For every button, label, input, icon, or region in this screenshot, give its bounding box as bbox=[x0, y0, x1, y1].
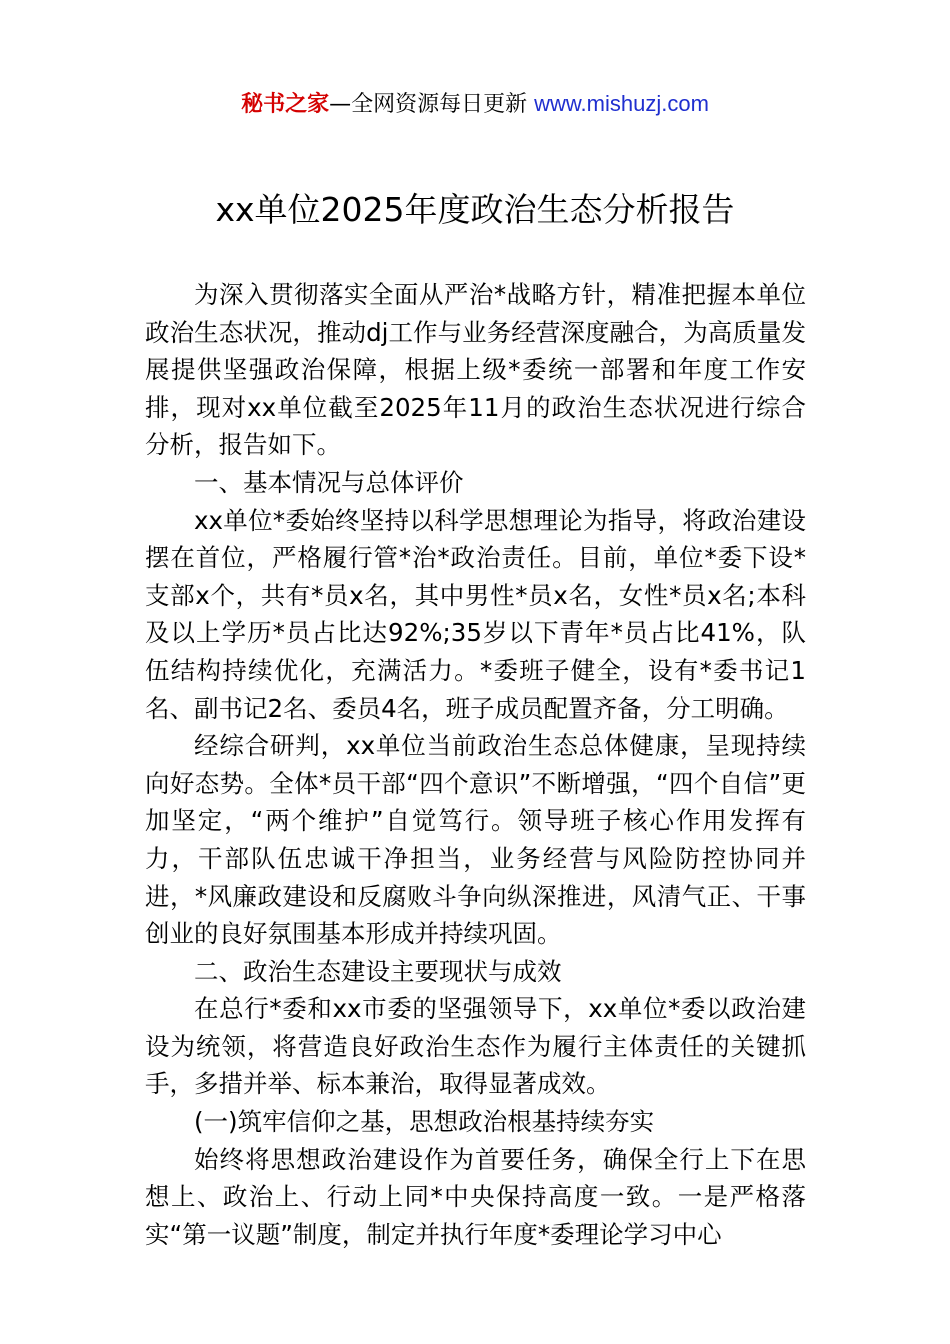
document-body bbox=[145, 276, 806, 1253]
intro-paragraph: 为深入贯彻落实全面从严治*战略方针，精准把握本单位政治生态状况，推动dj工作与业务经营深度融合，为高质量发展提供坚强政治保障，根据上级*委统一部署和年度工作安排，现对xx单位截至2025年11月的政治生态状况进行综合分析，报告如下。 bbox=[145, 280, 806, 460]
banner-tagline: —全网资源每日更新 bbox=[329, 92, 528, 117]
section-heading-2: 二、政治生态建设主要现状与成效 bbox=[194, 956, 562, 986]
body-paragraph: xx单位*委始终坚持以科学思想理论为指导，将政治建设摆在首位，严格履行管*治*政治责任。目前，单位*委下设*支部x个，共有*员x名，其中男性*员x名，女性*员x名;本科及以上学历*员占比达92%;35岁以下青年*员占比41%，队伍结构持续优化，充满活力。*委班子健全，设有*委书记1名、副书记2名、委员4名，班子成员配置齐备，分工明确。 bbox=[145, 505, 806, 723]
subsection-heading-1: (一)筑牢信仰之基，思想政治根基持续夯实 bbox=[194, 1107, 655, 1137]
site-url[interactable]: www.mishuzj.com bbox=[534, 91, 709, 116]
document-title: xx单位2025年度政治生态分析报告 bbox=[215, 190, 735, 229]
site-banner bbox=[0, 86, 950, 123]
brand-name: 秘书之家 bbox=[241, 92, 330, 117]
body-paragraph: 始终将思想政治建设作为首要任务，确保全行上下在思想上、政治上、行动上同*中央保持高度一致。一是严格落实“第一议题”制度，制定并执行年度*委理论学习中心 bbox=[145, 1144, 806, 1249]
body-paragraph: 经综合研判，xx单位当前政治生态总体健康，呈现持续向好态势。全体*员干部“四个意识”不断增强，“四个自信”更加坚定，“两个维护”自觉笃行。领导班子核心作用发挥有力，干部队伍忠诚干净担当，业务经营与风险防控协同并进，*风廉政建设和反腐败斗争向纵深推进，风清气正、干事创业的良好氛围基本形成并持续巩固。 bbox=[145, 731, 806, 949]
section-heading-1: 一、基本情况与总体评价 bbox=[194, 467, 464, 497]
body-paragraph: 在总行*委和xx市委的坚强领导下，xx单位*委以政治建设为统领，将营造良好政治生态作为履行主体责任的关键抓手，多措并举、标本兼治，取得显著成效。 bbox=[145, 994, 806, 1099]
